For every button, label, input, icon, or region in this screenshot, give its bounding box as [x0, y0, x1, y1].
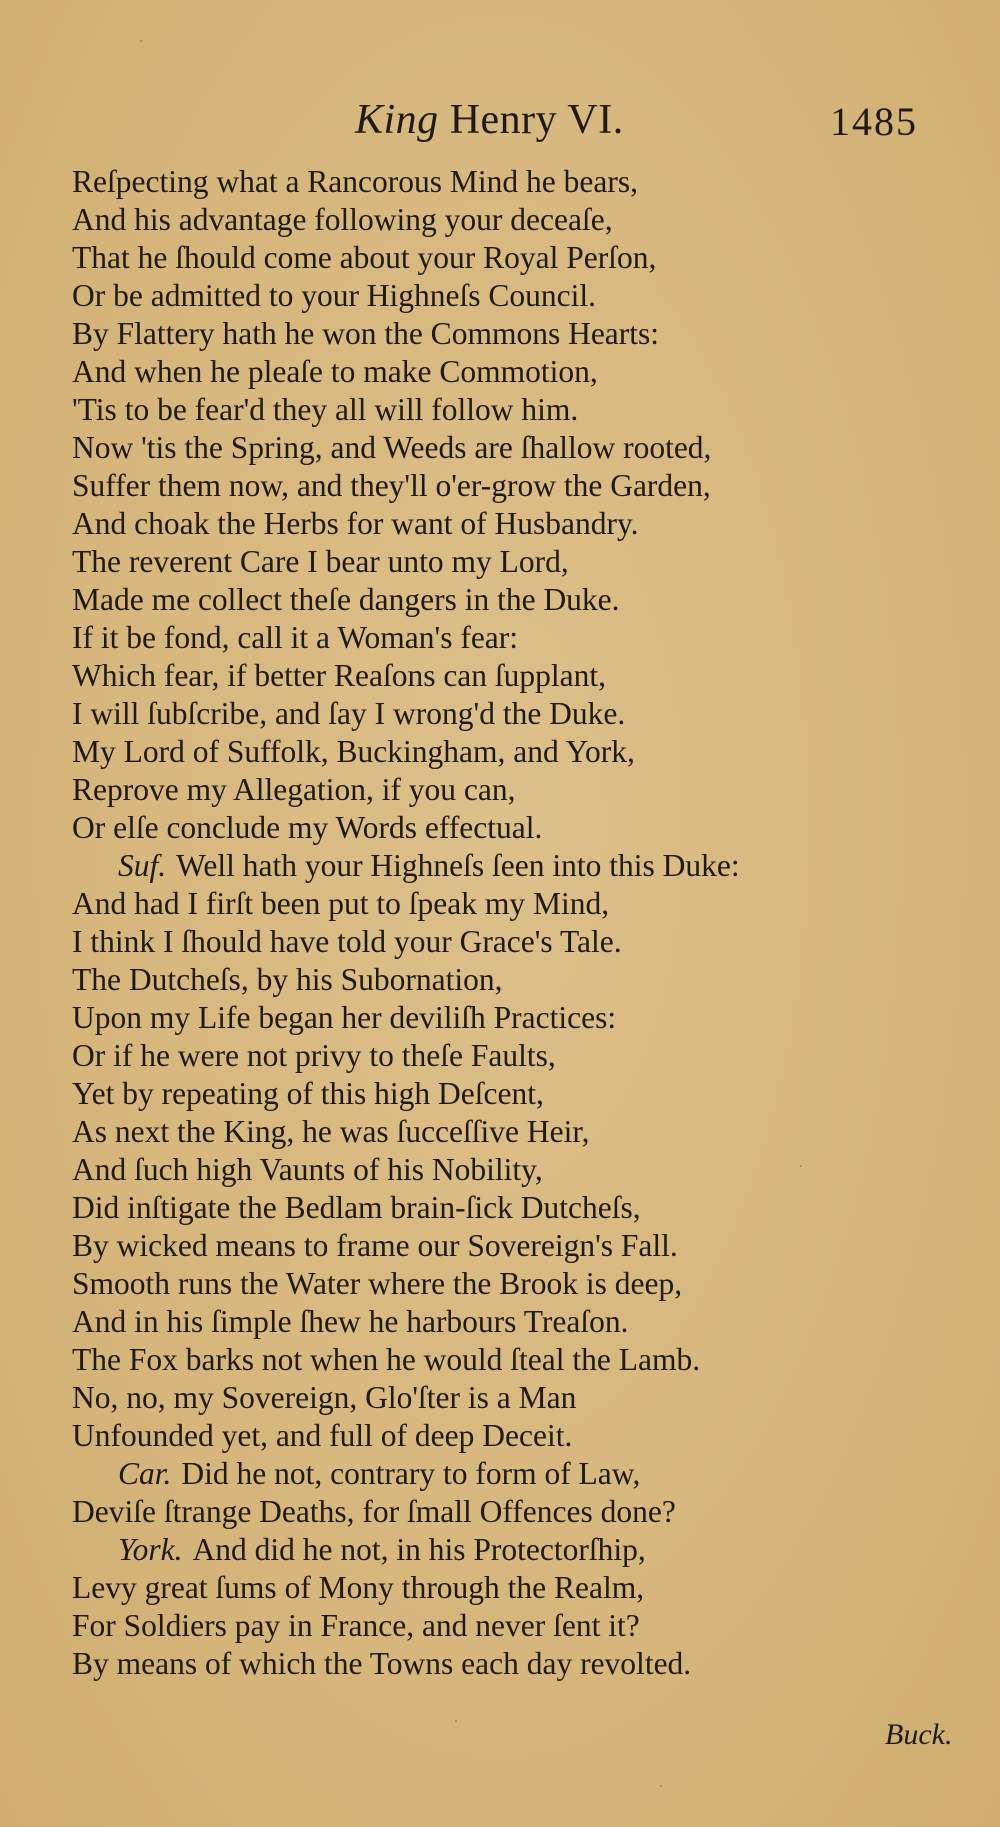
verse-line	[72, 581, 872, 619]
verse-line	[72, 1645, 872, 1683]
verse-line	[72, 1227, 872, 1265]
speaker-name: Suf.	[118, 848, 167, 883]
verse-line	[72, 1265, 872, 1303]
page-number: 1485	[830, 99, 918, 144]
verse-line	[72, 961, 872, 999]
speaker-name: York.	[118, 1532, 183, 1567]
running-title-rest: Henry VI.	[438, 97, 624, 143]
verse-line	[72, 885, 872, 923]
verse-line	[72, 315, 872, 353]
line-text: By wicked means to frame our Sovereign's Fall.	[72, 1228, 678, 1263]
verse-line	[72, 695, 872, 733]
verse-line	[72, 923, 872, 961]
line-text: The Dutcheſs, by his Subornation,	[72, 962, 503, 997]
verse-line	[72, 467, 872, 505]
line-text: If it be fond, call it a Woman's fear:	[72, 620, 519, 655]
paper-speck	[455, 1720, 457, 1722]
line-text: No, no, my Sovereign, Glo'ſter is a Man	[72, 1380, 577, 1415]
line-text: Or if he were not privy to theſe Faults,	[72, 1038, 556, 1073]
speaker-name: Car.	[118, 1456, 172, 1491]
line-text: And did he not, in his Protectorſhip,	[192, 1532, 646, 1567]
paper-speck	[800, 1165, 802, 1167]
line-text: Smooth runs the Water where the Brook is deep,	[72, 1266, 683, 1301]
line-text: For Soldiers pay in France, and never ſent it?	[72, 1608, 640, 1643]
line-text: I will ſubſcribe, and ſay I wrong'd the Duke.	[72, 696, 626, 731]
verse-line	[72, 505, 872, 543]
line-text: That he ſhould come about your Royal Perſon,	[72, 240, 657, 275]
line-text: Upon my Life began her deviliſh Practices:	[72, 1000, 617, 1035]
verse-line	[72, 999, 872, 1037]
catchword: Buck.	[885, 1718, 953, 1751]
verse-line	[72, 1113, 872, 1151]
verse-line	[72, 1379, 872, 1417]
line-text: Well hath your Highneſs ſeen into this Duke:	[176, 848, 740, 883]
verse-line	[72, 277, 872, 315]
line-text: Or elſe conclude my Words effectual.	[72, 810, 543, 845]
line-text: By means of which the Towns each day revolted.	[72, 1646, 692, 1681]
verse-line	[72, 1607, 872, 1645]
line-text: I think I ſhould have told your Grace's Tale.	[72, 924, 622, 959]
verse-line	[72, 1493, 872, 1531]
paper-speck	[140, 40, 142, 42]
line-text: Yet by repeating of this high Deſcent,	[72, 1076, 544, 1111]
line-text: Deviſe ſtrange Deaths, for ſmall Offences done?	[72, 1494, 676, 1529]
line-text: The Fox barks not when he would ſteal the Lamb.	[72, 1342, 701, 1377]
line-text: And had I firſt been put to ſpeak my Mind,	[72, 886, 610, 921]
line-text: Did he not, contrary to form of Law,	[181, 1456, 641, 1491]
line-text: And his advantage following your deceaſe,	[72, 202, 613, 237]
line-text: Which fear, if better Reaſons can ſupplant,	[72, 658, 607, 693]
speech-line	[72, 1455, 872, 1493]
verse-line	[72, 239, 872, 277]
line-text: And in his ſimple ſhew he harbours Treaſon.	[72, 1304, 629, 1339]
line-text: And ſuch high Vaunts of his Nobility,	[72, 1152, 543, 1187]
verse-line	[72, 733, 872, 771]
verse-line	[72, 1189, 872, 1227]
line-text: Reſpecting what a Rancorous Mind he bears,	[72, 164, 638, 199]
line-text: Suffer them now, and they'll o'er-grow the Garden,	[72, 468, 711, 503]
verse-line	[72, 353, 872, 391]
line-text: As next the King, he was ſucceſſive Heir,	[72, 1114, 590, 1149]
verse-line	[72, 201, 872, 239]
verse-line	[72, 619, 872, 657]
line-text: Unfounded yet, and full of deep Deceit.	[72, 1418, 573, 1453]
line-text: The reverent Care I bear unto my Lord,	[72, 544, 569, 579]
line-text: And when he pleaſe to make Commotion,	[72, 354, 598, 389]
verse-line	[72, 1075, 872, 1113]
verse-line	[72, 657, 872, 695]
speech-line	[72, 1531, 872, 1569]
line-text: Levy great ſums of Mony through the Realm,	[72, 1570, 645, 1605]
running-title-king: King	[355, 97, 439, 143]
line-text: Now 'tis the Spring, and Weeds are ſhallow rooted,	[72, 430, 712, 465]
line-text: My Lord of Suffolk, Buckingham, and York,	[72, 734, 635, 769]
line-text: Made me collect theſe dangers in the Duke.	[72, 582, 620, 617]
page-header	[0, 96, 1000, 156]
line-text: And choak the Herbs for want of Husbandry.	[72, 506, 639, 541]
verse-line	[72, 1037, 872, 1075]
verse-line	[72, 1341, 872, 1379]
verse-line	[72, 1417, 872, 1455]
line-text: 'Tis to be fear'd they all will follow him.	[72, 392, 579, 427]
verse-line	[72, 391, 872, 429]
verse-line	[72, 809, 872, 847]
verse-line	[72, 771, 872, 809]
verse-line	[72, 1151, 872, 1189]
running-title	[355, 96, 624, 144]
paper-speck	[660, 1785, 662, 1787]
verse-line	[72, 543, 872, 581]
speech-line	[72, 847, 872, 885]
verse-line	[72, 429, 872, 467]
line-text: Or be admitted to your Highneſs Council.	[72, 278, 597, 313]
line-text: Did inſtigate the Bedlam brain-ſick Dutcheſs,	[72, 1190, 641, 1225]
verse-line	[72, 1303, 872, 1341]
verse-text	[72, 163, 872, 1683]
line-text: Reprove my Allegation, if you can,	[72, 772, 516, 807]
line-text: By Flattery hath he won the Commons Hearts:	[72, 316, 660, 351]
verse-line	[72, 163, 872, 201]
verse-line	[72, 1569, 872, 1607]
